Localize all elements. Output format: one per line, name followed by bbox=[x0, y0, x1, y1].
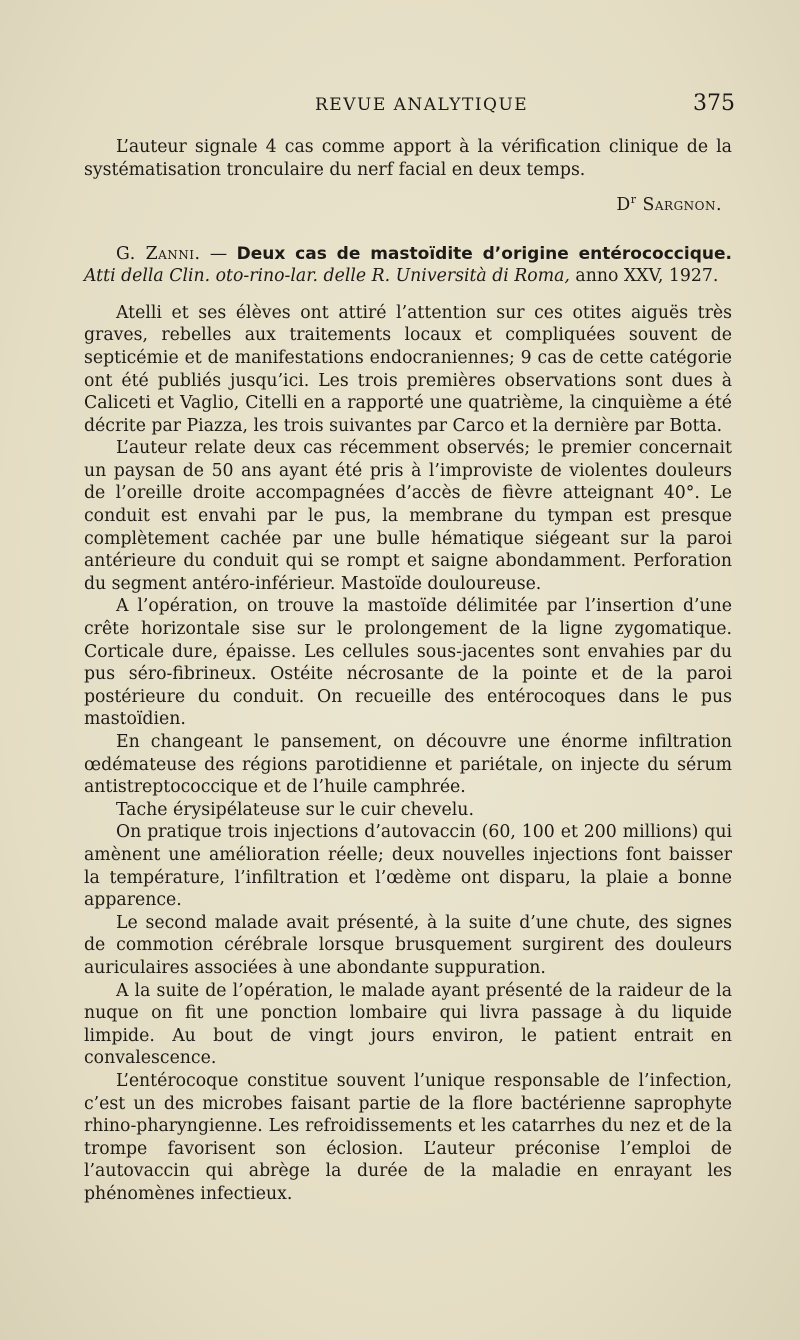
reference-title: Deux cas de mastoïdite d’origine entérococcique. bbox=[236, 243, 732, 264]
reference-year: anno XXV, 1927. bbox=[569, 266, 719, 287]
paragraph: Atelli et ses élèves ont attiré l’attention sur ces otites aiguës très graves, rebelles aux traitements locaux et compliquées souvent de septicémie et de manifestations endocraniennes; 9 cas de cette catégorie ont été publiés jusqu’ici. Les trois premières observations sont dues à Caliceti et Vaglio, Citelli en a rapporté une quatrième, la cinquième a été décrite par Piazza, les trois suivantes par Carco et la dernière par Botta. bbox=[84, 302, 732, 436]
paragraph: Tache érysipélateuse sur le cuir chevelu. bbox=[116, 799, 474, 820]
paragraph: L’entérocoque constitue souvent l’unique responsable de l’infection, c’est un des microbes faisant partie de la flore bactérienne saprophyte rhino-pharyngienne. Les refroidissements et les catarrhes du nez et de la trompe favorisent son éclosion. L’auteur préconise l’emploi de l’autovaccin qui abrège la durée de la maladie en enrayant les phénomènes infectieux. bbox=[84, 1070, 732, 1204]
paragraph: On pratique trois injections d’autovaccin (60, 100 et 200 millions) qui amènent une amélioration réelle; deux nouvelles injections font baisser la température, l’infiltration et l’œdème ont disparu, la plaie a bonne apparence. bbox=[84, 822, 732, 911]
running-title: REVUE ANALYTIQUE bbox=[315, 95, 529, 115]
article-body bbox=[84, 136, 732, 1205]
paragraph: L’auteur relate deux cas récemment observés; le premier concernait un paysan de 50 ans ayant été pris à l’improviste de violentes douleurs de l’oreille droite accompagnées d’accès de fièvre atteignant 40°. Le conduit est envahi par le pus, la membrane du tympan est presque complètement cachée par une bulle hématique siégeant sur la paroi antérieure du conduit qui se rompt et saigne abondamment. Perforation du segment antéro-inférieur. Mastoïde douloureuse. bbox=[84, 438, 732, 594]
signature-sup: r bbox=[630, 193, 637, 207]
reference-source: Atti della Clin. oto-rino-lar. delle R. Università di Roma, bbox=[84, 266, 570, 287]
paragraph: A la suite de l’opération, le malade ayant présenté de la raideur de la nuque on fit une ponction lombaire qui livra passage à du liquide limpide. Au bout de vingt jours environ, le patient entrait en convalescence. bbox=[84, 980, 732, 1069]
bibliographic-reference bbox=[84, 243, 732, 288]
signature-name: Sargnon. bbox=[642, 194, 722, 215]
reference-author: G. Zanni. bbox=[116, 243, 201, 264]
paragraph: En changeant le pansement, on découvre une énorme infiltration œdémateuse des régions parotidienne et pariétale, on injecte du sérum antistreptococcique et de l’huile camphrée. bbox=[84, 732, 732, 798]
page-number: 375 bbox=[693, 91, 735, 116]
signature-prefix: D bbox=[616, 194, 631, 215]
paragraph: Le second malade avait présenté, à la suite d’une chute, des signes de commotion cérébrale lorsque brusquement surgirent des douleurs auriculaires associées à une abondante suppuration. bbox=[84, 912, 732, 978]
paragraph: A l’opération, on trouve la mastoïde délimitée par l’insertion d’une crête horizontale sise sur le prolongement de la ligne zygomatique. Corticale dure, épaisse. Les cellules sous-jacentes sont envahies par du pus séro-fibrineux. Ostéite nécrosante de la pointe et de la paroi postérieure du conduit. On recueille des entérocoques dans le pus mastoïdien. bbox=[84, 596, 732, 730]
reviewer-signature bbox=[84, 189, 722, 216]
running-header bbox=[85, 93, 735, 123]
previous-review-closing: L’auteur signale 4 cas comme apport à la vérification clinique de la systématisation tronculaire du nerf facial en deux temps. bbox=[84, 137, 732, 180]
spacer bbox=[84, 288, 732, 302]
reference-dash: — bbox=[200, 243, 237, 264]
